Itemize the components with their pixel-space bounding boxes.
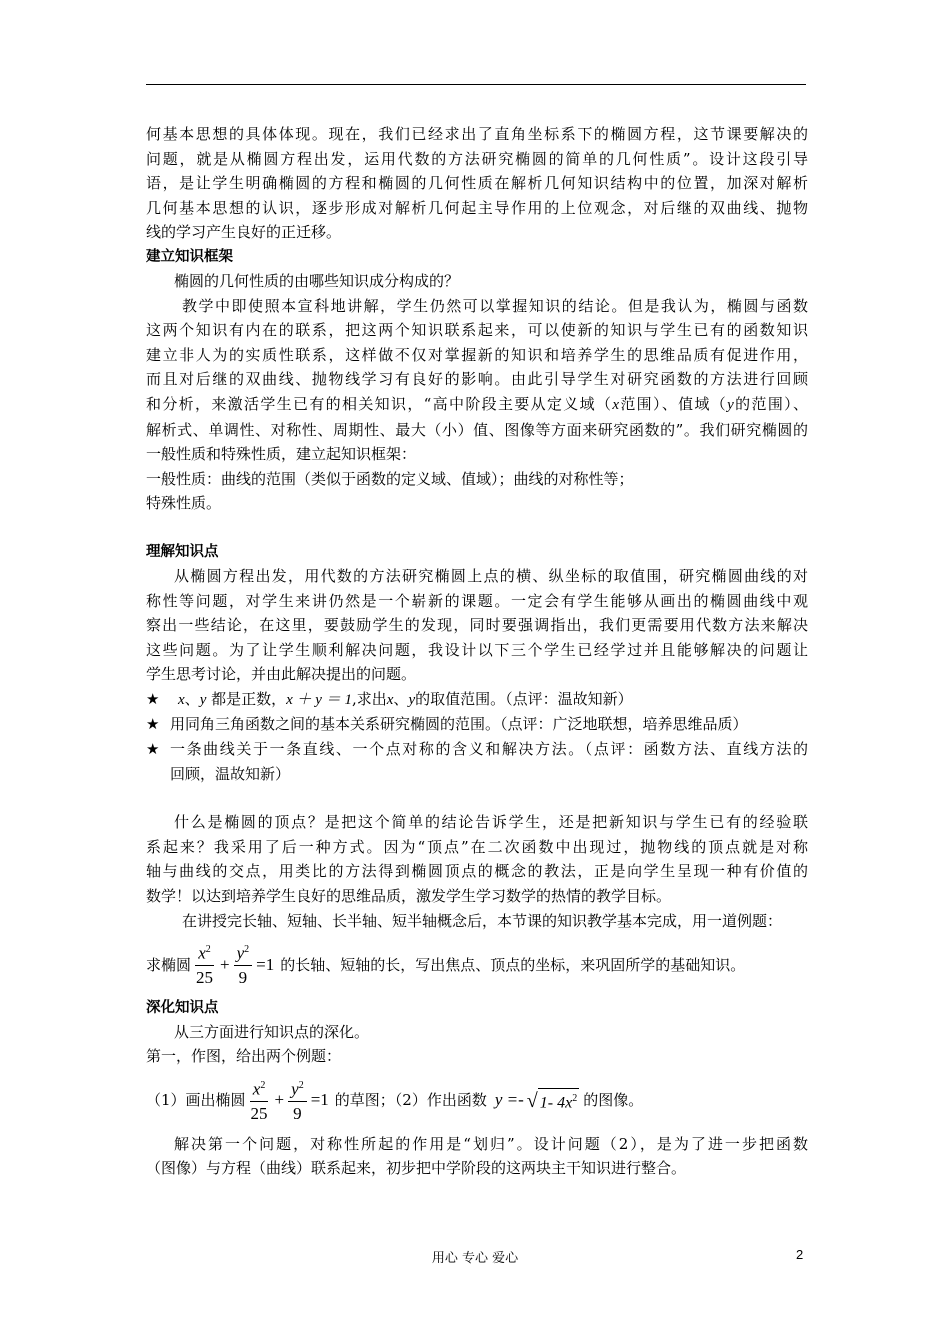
numerator xyxy=(234,939,253,966)
operator: =1 xyxy=(310,1090,329,1110)
section-heading-deepen: 深化知识点 xyxy=(146,999,219,1016)
text-line: 几何基本思想的认识，逐步形成对解析几何起主导作用的上位观念，对后继的双曲线、抛物 xyxy=(146,198,808,217)
section-heading-understand: 理解知识点 xyxy=(146,543,219,560)
symbol: x xyxy=(252,1079,261,1099)
exercise-line xyxy=(146,1075,808,1126)
text-line: （图像）与方程（曲线）联系起来，初步把中学阶段的这两块主干知识进行整合。 xyxy=(146,1159,687,1178)
variable-x: x xyxy=(178,691,185,708)
text-line xyxy=(146,392,808,418)
radicand xyxy=(538,1088,579,1113)
text-line: 教学中即使照本宣科地讲解，学生仍然可以掌握知识的结论。但是我认为，椭圆与函数 xyxy=(182,296,808,315)
text-span: 的长轴、短轴的长，写出焦点、顶点的坐标，来巩固所学的基础知识。 xyxy=(280,955,746,974)
text-span: 、 xyxy=(184,689,200,708)
denominator: 9 xyxy=(238,967,248,987)
text-line: 这些问题。为了让学生顺利解决问题，我设计以下三个学生已经学过并且能够解决的问题让 xyxy=(146,640,808,659)
exponent: 2 xyxy=(244,944,250,956)
star-icon: ★ xyxy=(146,689,160,708)
vertex-paragraph xyxy=(146,810,808,908)
symbol: y xyxy=(291,1079,299,1099)
operator: + xyxy=(220,954,230,974)
ellipse-equation xyxy=(246,1075,331,1126)
spacer xyxy=(146,516,808,540)
header-rule xyxy=(146,84,806,85)
star-item-text: 用同角三角函数之间的基本关系研究椭圆的范围。（点评：广泛地联想，培养思维品质） xyxy=(170,715,748,734)
text-line: 问题，就是从椭圆方程出发，运用代数的方法研究椭圆的简单的几何性质”。设计这段引导 xyxy=(146,149,808,168)
square-root xyxy=(527,1088,579,1113)
text-span: 、 xyxy=(393,689,409,708)
symbol: y =- xyxy=(494,1090,524,1110)
framework-paragraph xyxy=(146,294,808,467)
variable-y: y xyxy=(408,691,416,708)
deepen-line: 从三方面进行知识点的深化。 xyxy=(174,1022,370,1041)
text-span: 的范围）、 xyxy=(733,394,808,413)
star-item-text xyxy=(170,737,808,786)
star-item-text xyxy=(170,687,808,713)
fraction xyxy=(193,939,216,990)
text-span: ,求出 xyxy=(351,689,387,708)
text-line: 何基本思想的具体体现。现在，我们已经求出了直角坐标系下的椭圆方程，这节课要解决的 xyxy=(146,125,808,143)
numerator xyxy=(288,1075,307,1102)
text-line: 而且对后继的双曲线、抛物线学习有良好的影响。由此引导学生对研究函数的方法进行回顾 xyxy=(146,370,808,389)
framework-question: 椭圆的几何性质的由哪些知识成分构成的？ xyxy=(174,271,460,290)
symbol: x xyxy=(198,943,206,963)
star-icon: ★ xyxy=(146,740,160,759)
variable-y: y xyxy=(727,396,734,413)
fraction xyxy=(288,1075,307,1126)
text-span: 的取值范围。（点评：温故知新） xyxy=(415,689,633,708)
star-icon: ★ xyxy=(146,715,160,734)
understand-paragraph xyxy=(146,564,808,687)
denominator: 25 xyxy=(196,967,214,987)
text-line: 轴与曲线的交点，用类比的方法得到椭圆顶点的概念的教法，正是向学生呈现一种有价值的 xyxy=(146,862,808,881)
exponent: 2 xyxy=(298,1080,304,1092)
general-properties: 一般性质：曲线的范围（类似于函数的定义域、值域）；曲线的对称性等； xyxy=(146,469,634,488)
function-equation xyxy=(495,1088,579,1113)
symbol: y xyxy=(236,943,245,963)
fraction xyxy=(248,1075,271,1126)
deepen-line: 第一，作图，给出两个例题： xyxy=(146,1047,342,1066)
text-line: 解决第一个问题，对称性所起的作用是“划归”。设计问题（2），是为了进一步把函数 xyxy=(174,1134,808,1153)
exponent: 2 xyxy=(572,1092,578,1104)
ellipse-equation xyxy=(191,939,276,990)
star-item-2 xyxy=(146,712,808,737)
equation-inline: x ＋ y ＝ 1 xyxy=(286,691,352,708)
text-line: 系起来？我采用了后一种方式。因为“顶点”在二次函数中出现过，抛物线的顶点就是对称 xyxy=(146,837,808,856)
text-line: 察出一些结论，在这里，要鼓励学生的发现，同时要强调指出，我们更需要用代数方法来解决 xyxy=(146,616,808,635)
variable-x: x xyxy=(386,691,394,708)
page-number: 2 xyxy=(796,1247,804,1262)
variable-x: x xyxy=(612,396,619,413)
text-span: （1）画出椭圆 xyxy=(146,1091,246,1110)
denominator: 9 xyxy=(293,1103,302,1123)
example-intro: 在讲授完长轴、短轴、长半轴、短半轴概念后，本节课的知识教学基本完成，用一道例题： xyxy=(182,911,783,930)
star-item-3 xyxy=(146,737,808,786)
text-line: 建立非人为的实质性联系，这样做不仅对掌握新的知识和培养学生的思维品质有促进作用， xyxy=(146,345,808,364)
radical-icon: √ xyxy=(526,1090,538,1113)
text-line: 这两个知识有内在的联系，把这两个知识联系起来，可以使新的知识与学生已有的函数知识 xyxy=(146,321,808,340)
text-span: 求椭圆 xyxy=(146,955,192,974)
text-line: 解析式、单调性、对称性、周期性、最大（小）值、图像等方面来研究函数的”。我们研究椭圆的 xyxy=(146,420,808,439)
fraction xyxy=(234,939,253,990)
symbol: 1- 4x xyxy=(539,1094,573,1112)
text-line: 什么是椭圆的顶点？是把这个简单的结论告诉学生，还是把新知识与学生已有的经验联 xyxy=(174,813,808,832)
text-line: 回顾，温故知新） xyxy=(170,764,291,783)
text-span: 的草图；（2）作出函数 xyxy=(334,1091,487,1110)
numerator xyxy=(195,939,214,966)
text-line: 一条曲线关于一条直线、一个点对称的含义和解决方法。（点评：函数方法、直线方法的 xyxy=(170,740,808,759)
text-span: 和分析，来激活学生已有的相关知识，“高中阶段主要从定义域（ xyxy=(146,394,613,413)
footer-text: 用心 专心 爱心 xyxy=(431,1251,519,1266)
intro-paragraph xyxy=(146,122,808,245)
example-line xyxy=(146,939,808,990)
text-line: 一般性质和特殊性质，建立起知识框架： xyxy=(146,445,417,464)
text-span: 都是正数， xyxy=(206,689,287,708)
text-span: 范围）、值域（ xyxy=(618,394,728,413)
text-line: 称性等问题，对学生来讲仍然是一个崭新的课题。一定会有学生能够从画出的椭圆曲线中观 xyxy=(146,591,808,610)
text-line: 线的学习产生良好的正迁移。 xyxy=(146,223,342,242)
numerator xyxy=(250,1075,269,1102)
text-line: 学生思考讨论，并由此解决提出的问题。 xyxy=(146,665,417,684)
text-line: 语，是让学生明确椭圆的方程和椭圆的几何性质在解析几何知识结构中的位置，加深对解析 xyxy=(146,174,808,193)
star-item-1 xyxy=(146,687,808,713)
operator: =1 xyxy=(256,954,275,974)
exponent: 2 xyxy=(260,1080,266,1092)
text-line: 从椭圆方程出发，用代数的方法研究椭圆上点的横、纵坐标的取值围，研究椭圆曲线的对 xyxy=(174,566,808,585)
denominator: 25 xyxy=(250,1103,268,1123)
variable-y: y xyxy=(199,691,207,708)
document-body xyxy=(146,122,808,1181)
operator: + xyxy=(274,1090,285,1110)
spacer xyxy=(146,786,808,810)
text-line: 数学！以达到培养学生良好的思维品质，激发学生学习数学的热情的教学目标。 xyxy=(146,887,672,906)
special-properties: 特殊性质。 xyxy=(146,494,222,513)
exponent: 2 xyxy=(205,944,211,956)
text-span: 的图像。 xyxy=(583,1091,644,1110)
section-heading-framework: 建立知识框架 xyxy=(146,248,233,265)
deepen-paragraph xyxy=(146,1132,808,1181)
